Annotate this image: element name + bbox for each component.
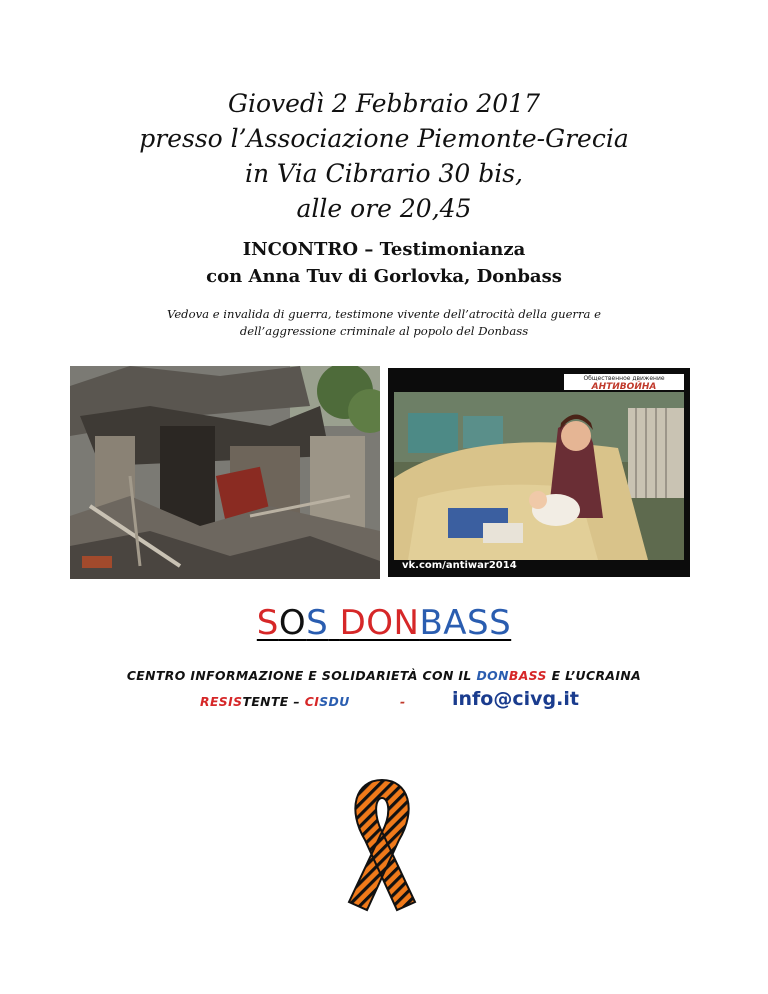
sos-letter-o: O <box>278 603 307 643</box>
date-line: Giovedì 2 Febbraio 2017 <box>228 89 540 118</box>
witness-photo-illustration <box>388 368 690 577</box>
st-george-ribbon-icon <box>335 770 430 920</box>
acronym-sdu: SDU <box>319 694 350 709</box>
org-don: DON <box>476 668 509 683</box>
time-line: alle ore 20,45 <box>296 194 472 223</box>
acronym-ci: CI <box>304 694 320 709</box>
watermark-text: vk.com/antiwar2014 <box>402 560 517 571</box>
resist-rest: TENTE – <box>242 694 305 709</box>
ribbon-graphic <box>335 770 430 920</box>
sos-letter-s1: S <box>256 603 279 643</box>
sos-bass: BASS <box>419 603 512 643</box>
sos-space <box>328 603 339 643</box>
separator-dash: - <box>400 694 406 709</box>
event-title-line1: INCONTRO – Testimonianza <box>242 239 526 260</box>
org-bass: BASS <box>508 668 547 683</box>
description-line1: Vedova e invalida di guerra, testimone vivente dell’atrocità della guerra e <box>167 307 601 321</box>
banner-small-text: Общественное движение <box>583 375 665 382</box>
event-title-line2: con Anna Tuv di Gorlovka, Donbass <box>206 266 562 287</box>
event-date-location <box>0 86 768 226</box>
banner-big-text: АНТИВОЙНА <box>591 382 657 392</box>
sos-don: DON <box>339 603 420 643</box>
sos-donbass-title <box>0 603 768 643</box>
ruined-house-illustration <box>70 366 380 579</box>
org-part2: E L’UCRAINA <box>546 668 642 683</box>
description-line2: dell’aggressione criminale al popolo del Donbass <box>239 324 529 338</box>
venue-line: presso l’Associazione Piemonte-Grecia <box>139 124 629 153</box>
sos-letter-s2: S <box>306 603 329 643</box>
contact-email-link[interactable]: info@civg.it <box>452 688 579 710</box>
address-line: in Via Cibrario 30 bis, <box>245 159 523 188</box>
ruined-house-photo <box>70 366 380 579</box>
org-part1: CENTRO INFORMAZIONE E SOLIDARIETÀ CON IL <box>126 668 477 683</box>
witness-photo <box>388 368 690 577</box>
event-description <box>30 306 738 340</box>
event-title <box>0 236 768 290</box>
resist-red: RESIS <box>200 694 243 709</box>
organization-name <box>0 668 768 683</box>
organization-acronym-line <box>200 688 600 710</box>
